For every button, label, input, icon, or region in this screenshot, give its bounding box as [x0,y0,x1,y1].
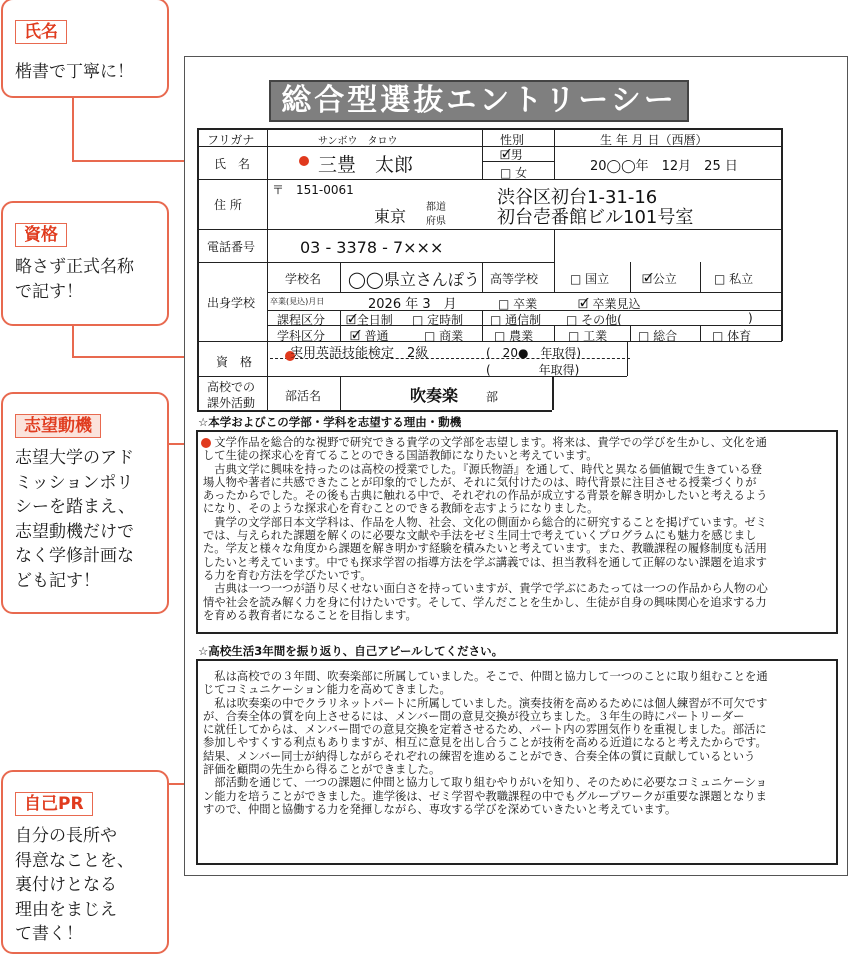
course-label: 課程区分 [277,313,326,327]
callout-qualification-tag: 資格 [15,223,67,247]
dept-commerce: □ 商業 [424,329,464,343]
address-line1: 渋谷区初台1-31-16 [497,187,658,208]
school-name-value: ◯◯県立さんぽう [348,270,480,289]
grid-line [197,229,782,230]
dept-comprehensive: □ 総合 [638,329,678,343]
grid-line [482,262,483,292]
name-value: 三豊 太郎 [318,154,414,176]
course-fulltime: 🗹全日制 [346,313,393,327]
prefecture-type-bottom: 府県 [426,216,446,227]
grid-line [482,128,483,179]
grid-line [197,179,782,180]
grid-line [554,262,555,292]
grid-line [554,128,555,179]
gender-male: 🗹男 [500,148,523,162]
grid-line [700,262,701,292]
course-other-close: ) [748,311,753,325]
gender-female: □ 女 [500,166,528,180]
course-correspondence: □ 通信制 [490,313,542,327]
expected-option: 🗹 卒業見込 [578,297,641,311]
callout-pr-tag: 自己PR [15,792,93,816]
grid-line [340,262,341,292]
grid-line [627,341,628,376]
grid-line [482,310,483,341]
callout-qualification [1,201,169,326]
gender-label: 性別 [500,133,525,147]
motivation-heading: ☆本学およびこの学部・学科を志望する理由・動機 [198,415,462,429]
dept-industry: □ 工業 [568,329,608,343]
grid-line [197,128,199,410]
grid-line [340,310,341,341]
graduation-label: 卒業(見込)月日 [270,297,325,306]
grid-line [267,292,782,293]
grid-line [630,262,631,292]
dept-agriculture: □ 農業 [494,329,534,343]
grid-line [267,128,268,410]
grid-line [197,128,782,130]
birth-value: 20◯◯年 12月 25 日 [590,159,738,174]
school-private: □ 私立 [714,272,754,286]
school-type: 高等学校 [490,272,539,286]
qualification-value: 実用英語技能検定 2級 [290,346,429,361]
school-national: □ 国立 [570,272,610,286]
address-label: 住 所 [214,198,242,212]
callout-pr [1,770,169,954]
grid-line [552,376,554,410]
club-field-label: 部活名 [285,389,322,403]
phone-label: 電話番号 [207,240,256,254]
phone-value: 03 - 3378 - 7××× [300,238,444,257]
club-label-line1: 高校での [207,380,256,394]
prefecture-value: 東京 [374,207,407,226]
qualification-year1: ( 20● 年取得) [486,346,582,360]
graduated-option: □ 卒業 [498,297,538,311]
dept-pe: □ 体育 [712,329,752,343]
club-value: 吹奏楽 [410,386,459,405]
dept-general: 🗹 普通 [350,329,389,343]
grid-line [554,229,555,262]
grid-line [340,376,341,410]
callout-name [1,0,169,98]
address-line2: 初台壱番館ビル101号室 [497,207,694,228]
grid-line [554,325,555,341]
grid-line [630,325,631,341]
grid-line [781,128,783,341]
callout-qualification-body: 略さず正式名称 で記す！ [15,257,134,302]
course-parttime: □ 定時制 [412,313,464,327]
club-suffix: 部 [486,390,499,404]
motivation-text: 文学作品を総合的な視野で研究できる貴学の文学部を志望します。将来は、貴学での学びを生かし、文化を通 して生徒の探求心を育てることのできる国語教師になりたいと考えています。 古典文学に興味を持ったのは高校の授業でした。『源氏物語』を通して、時代と異なる価値観で生きている登 場人物や著者に共感できたことが印象的でしたが、それに気付けたのは、時代背景に注目させる授業づくりが あったからでした。その後も古典に触れる中で、それぞれの作品が成立する背景を解き明かしたいと考えるよう になり、そのような探求心を育むことのできる教師を志すようになりました。 貴学の文学部日本文学科は、作品を人物、社会、文化の側面から総合的に研究することを掲げています。ゼミ では、与えられた課題を解くのに必要な文献や手法をゼミ生同士で考えていくプログラムにも魅力を感じまし た。学友と様々な角度から課題を解き明かす経験を積みたいと考えています。また、教職課程の履修制度も活用 したいと考えています。中でも探求学習の指導方法を学ぶ講義では、担当教科を通して正解のない課題を追求す る力を育む方法を学びたいです。 古典は一つ一つが語り尽くせない面白さを持っていますが、貴学で学ぶにあたっては一つの作品から人物の心 情や社会を読み解く力を身に付けたいです。そして、学んだことを生かし、生徒が自身の興味関心を追求する力 を育める教育者になることを目指します。 [203,436,768,622]
dept-label: 学科区分 [277,329,326,343]
school-name-label: 学校名 [285,272,322,286]
callout-motivation-tag: 志望動機 [15,414,101,438]
callout-pr-body: 自分の長所や 得意なことを、 裏付けとなる 理由をまじえ て書く！ [15,826,134,944]
callout-name-body: 楷書で丁寧に！ [15,62,134,82]
postal-code: 〒 151-0061 [272,183,354,197]
connector-qual-v [72,324,74,356]
sheet-title: 総合型選抜エントリーシート [269,80,689,122]
furigana-label: フリガナ [207,133,255,147]
course-other: □ その他( [566,313,622,327]
qualification-year2: ( 年取得) [486,363,580,377]
connector-name-v [72,96,74,161]
graduation-value: 2026 年 3 月 [368,297,457,312]
qualification-label: 資 格 [216,355,253,369]
school-section-label: 出身学校 [207,296,256,310]
birth-label: 生 年 月 日（西暦） [600,133,708,147]
pr-heading: ☆高校生活3年間を振り返り、自己アピールしてください。 [198,644,504,658]
callout-motivation-body: 志望大学のアド ミッションポリ シーを踏まえ、 志望動機だけで なく学修計画な ども記す！ [15,448,136,591]
prefecture-type-top: 都道 [426,202,446,213]
name-marker [299,156,309,166]
club-label-line2: 課外活動 [207,396,256,410]
pr-text: 私は高校での３年間、吹奏楽部に所属していました。そこで、仲間と協力して一つのことに取り組むことを通 じてコミュニケーション能力を高めてきました。 私は吹奏楽の中でクラリネットパートに所属していました。演奏技術を高めるためには個人練習が不可欠です が、合奏全体の質を向上させるには、メンバー間の意見交換が役立ちました。３年生の時にパートリーダー に就任してからは、メンバー間での意見交換を定着させるため、パート内の雰囲気作りを重視しました。部活に 参加しやすくする利点もありますが、相互に意見を出し合うことが技術を高める近道になると考えたからです。 結果、メンバー同士が納得しながらそれぞれの練習を進めることができ、合奏全体の質に貢献しているという 評価を顧問の先生から得ることができました。 部活動を通じて、一つの課題に仲間と協力して取り組むやりがいを知り、そのために必要なコミュニケーショ ン能力を培うことができました。進学後は、ゼミ学習や教職課程の中でもグループワークが重要な課題となりま すので、仲間と協働する力を発揮しながら、専攻する学びを深めていきたいと考えています。 [203,670,768,816]
grid-line [197,262,555,263]
callout-motivation [1,392,169,614]
callout-name-tag: 氏名 [15,20,67,44]
grid-line [700,325,701,341]
furigana-value: サンボウ タロウ [318,136,398,147]
name-label: 氏 名 [214,157,251,171]
school-public: 🗹公立 [642,272,677,286]
